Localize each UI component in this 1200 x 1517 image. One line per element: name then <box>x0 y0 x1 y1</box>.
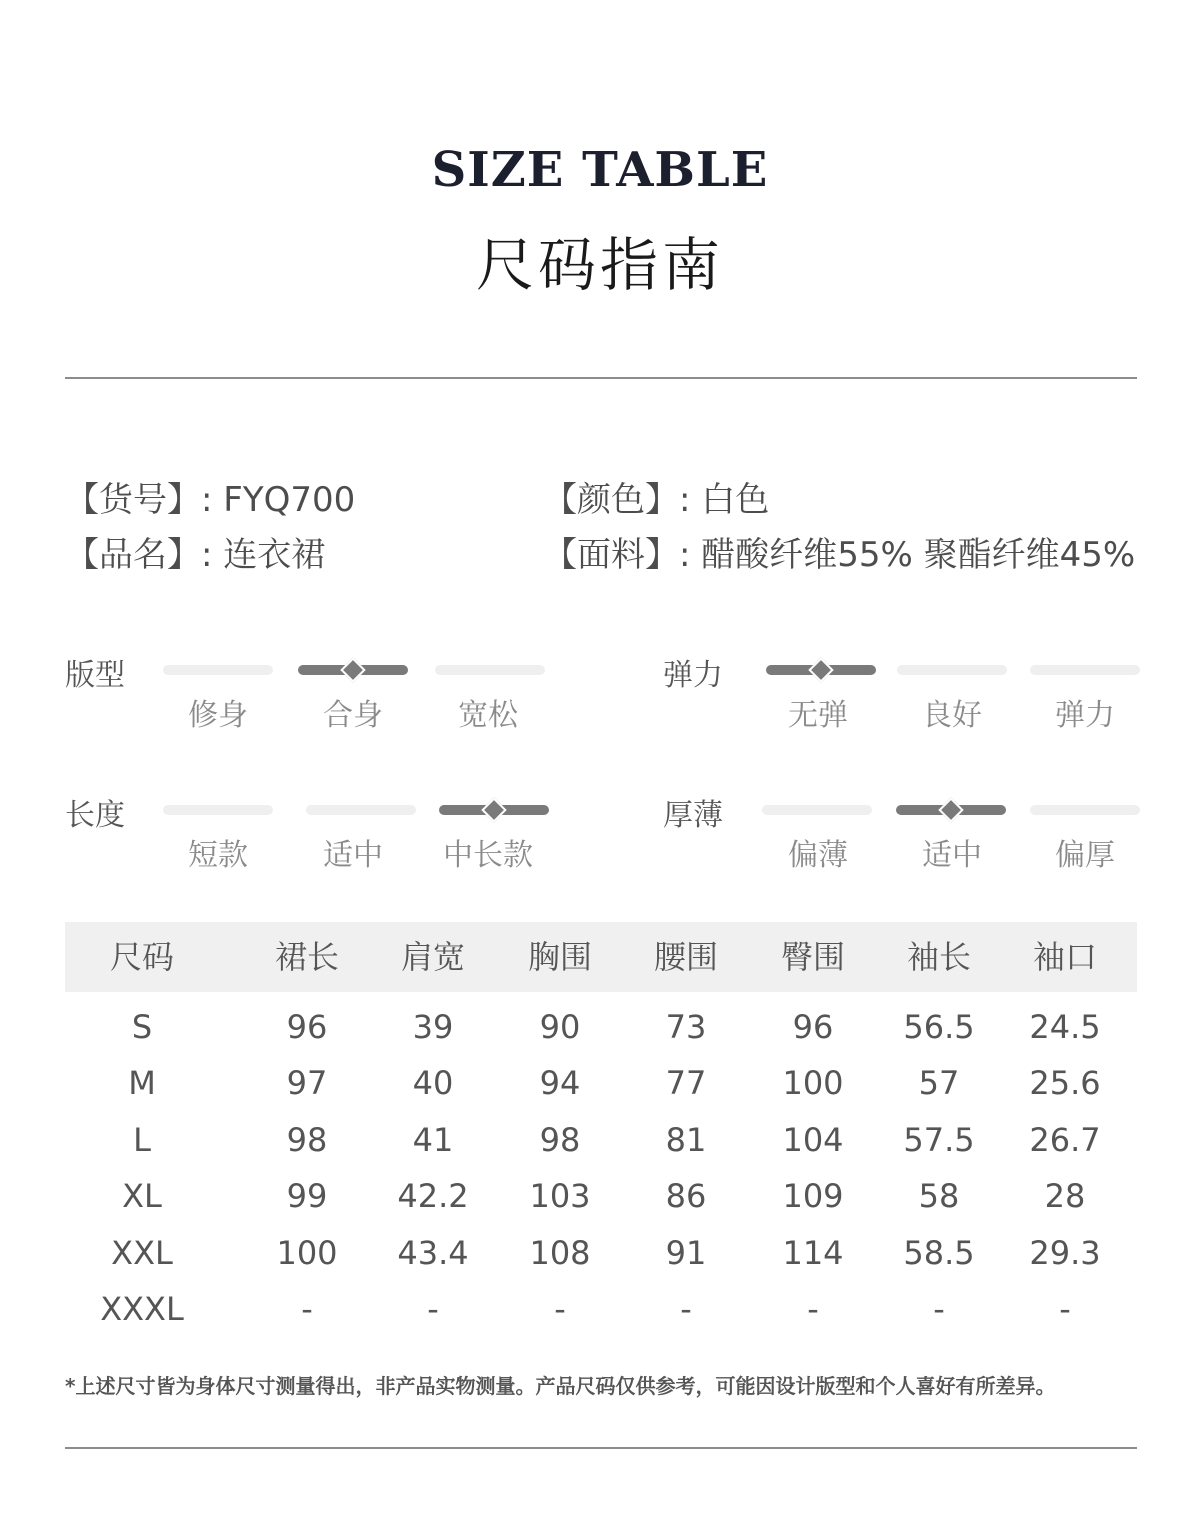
measure-cell: 98 <box>539 1121 581 1159</box>
measure-cell: 29.3 <box>1029 1234 1101 1272</box>
attr-elasticity-option-3: 弹力 <box>1055 698 1115 733</box>
info-fabric-value: 醋酸纤维55% 聚酯纤维45% <box>701 535 1136 575</box>
info-color-key: 【颜色】: <box>543 480 702 520</box>
attr-length-option-1: 短款 <box>188 838 248 873</box>
measure-cell: - <box>933 1290 945 1328</box>
attr-fit-bar-1 <box>163 665 273 675</box>
info-color <box>543 472 769 521</box>
measure-cell: 104 <box>782 1121 844 1159</box>
attr-elasticity-bar-2 <box>897 665 1007 675</box>
size-cell: L <box>133 1121 151 1159</box>
size-cell: S <box>131 1008 153 1046</box>
measure-cell: 96 <box>792 1008 834 1046</box>
attr-length-bar-2 <box>306 805 416 815</box>
attr-length-option-2: 适中 <box>323 838 383 873</box>
info-name <box>65 527 325 576</box>
attr-elasticity-label: 弹力 <box>663 658 723 693</box>
measure-cell: 39 <box>412 1008 454 1046</box>
header-shoulder: 肩宽 <box>400 938 465 976</box>
attr-thickness-option-1: 偏薄 <box>788 838 848 873</box>
attr-elasticity-bar-1-selected <box>766 665 876 675</box>
measure-cell: 96 <box>286 1008 328 1046</box>
info-name-value: 连衣裙 <box>223 535 326 575</box>
measure-cell: - <box>680 1290 692 1328</box>
measure-cell: 40 <box>412 1064 454 1102</box>
attr-thickness-label: 厚薄 <box>663 798 723 833</box>
size-table-header <box>65 922 1137 992</box>
measure-cell: 99 <box>286 1177 328 1215</box>
measure-cell: 58 <box>918 1177 960 1215</box>
attr-thickness-option-2: 适中 <box>922 838 982 873</box>
bottom-divider <box>65 1447 1137 1449</box>
info-item-no-key: 【货号】: <box>65 480 224 520</box>
attr-length-bar-1 <box>163 805 273 815</box>
measure-cell: 94 <box>539 1064 581 1102</box>
attr-fit-bar-2-selected <box>298 665 408 675</box>
header-size: 尺码 <box>109 938 174 976</box>
top-divider <box>65 377 1137 379</box>
measure-cell: 108 <box>529 1234 591 1272</box>
measure-cell: 41 <box>412 1121 454 1159</box>
measure-cell: 91 <box>665 1234 707 1272</box>
attr-length-bar-3-selected <box>439 805 549 815</box>
attr-fit-bar-3 <box>435 665 545 675</box>
measure-cell: 28 <box>1044 1177 1086 1215</box>
attr-length-option-3: 中长款 <box>443 838 533 873</box>
measure-cell: 109 <box>782 1177 844 1215</box>
info-fabric-key: 【面料】: <box>543 535 702 575</box>
attr-elasticity-option-1: 无弹 <box>788 698 848 733</box>
size-note: *上述尺寸皆为身体尺寸测量得出，非产品实物测量。产品尺码仅供参考，可能因设计版型和个人喜好有所差异。 <box>65 1374 1056 1398</box>
title-chinese: 尺码指南 <box>475 231 724 299</box>
size-cell: XL <box>122 1177 162 1215</box>
attr-length-label: 长度 <box>65 798 125 833</box>
measure-cell: 100 <box>782 1064 844 1102</box>
measure-cell: 90 <box>539 1008 581 1046</box>
info-fabric <box>543 527 1135 576</box>
attr-fit-option-3: 宽松 <box>458 698 518 733</box>
size-cell: XXL <box>111 1234 173 1272</box>
measure-cell: 43.4 <box>397 1234 469 1272</box>
attr-elasticity-option-2: 良好 <box>922 698 982 733</box>
header-cuff: 袖口 <box>1032 938 1097 976</box>
info-color-value: 白色 <box>701 480 770 520</box>
measure-cell: - <box>554 1290 566 1328</box>
title-english: SIZE TABLE <box>431 142 769 198</box>
size-cell: XXXL <box>100 1290 184 1328</box>
measure-cell: 73 <box>665 1008 707 1046</box>
measure-cell: 100 <box>276 1234 338 1272</box>
measure-cell: - <box>301 1290 313 1328</box>
measure-cell: 57.5 <box>903 1121 975 1159</box>
header-dress-length: 裙长 <box>274 938 339 976</box>
measure-cell: 24.5 <box>1029 1008 1101 1046</box>
measure-cell: 26.7 <box>1029 1121 1101 1159</box>
measure-cell: 25.6 <box>1029 1064 1101 1102</box>
measure-cell: 42.2 <box>397 1177 469 1215</box>
measure-cell: - <box>807 1290 819 1328</box>
attr-thickness-bar-2-selected <box>896 805 1006 815</box>
header-bust: 胸围 <box>527 938 592 976</box>
attr-fit-label: 版型 <box>65 658 125 693</box>
attr-elasticity-bar-3 <box>1030 665 1140 675</box>
measure-cell: 77 <box>665 1064 707 1102</box>
header-hip: 臀围 <box>780 938 845 976</box>
header-waist: 腰围 <box>653 938 718 976</box>
measure-cell: - <box>427 1290 439 1328</box>
measure-cell: 114 <box>782 1234 844 1272</box>
measure-cell: 57 <box>918 1064 960 1102</box>
measure-cell: 103 <box>529 1177 591 1215</box>
measure-cell: - <box>1059 1290 1071 1328</box>
attr-thickness-bar-3 <box>1030 805 1140 815</box>
attr-thickness-bar-1 <box>762 805 872 815</box>
attr-fit-option-1: 修身 <box>188 698 248 733</box>
measure-cell: 86 <box>665 1177 707 1215</box>
info-item-no-value: FYQ700 <box>223 480 356 520</box>
measure-cell: 56.5 <box>903 1008 975 1046</box>
attr-thickness-option-3: 偏厚 <box>1055 838 1115 873</box>
info-name-key: 【品名】: <box>65 535 224 575</box>
measure-cell: 97 <box>286 1064 328 1102</box>
attr-fit-option-2: 合身 <box>323 698 383 733</box>
measure-cell: 81 <box>665 1121 707 1159</box>
info-item-no <box>65 472 355 521</box>
measure-cell: 58.5 <box>903 1234 975 1272</box>
header-sleeve-length: 袖长 <box>906 938 971 976</box>
size-cell: M <box>128 1064 156 1102</box>
measure-cell: 98 <box>286 1121 328 1159</box>
